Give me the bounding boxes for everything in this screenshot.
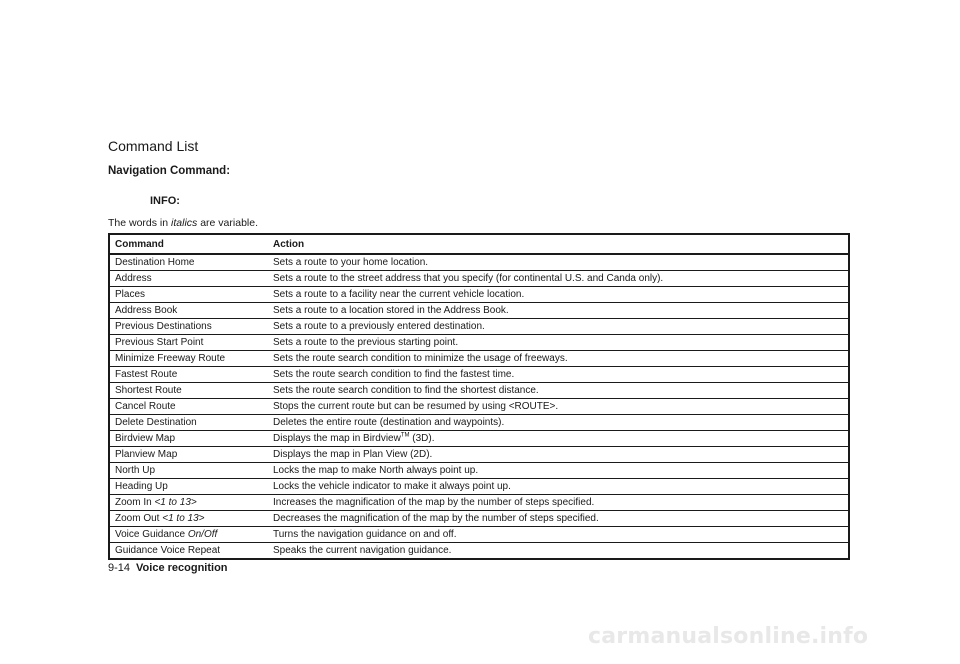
action-cell bbox=[268, 399, 849, 415]
info-text-after: are variable. bbox=[197, 217, 258, 229]
column-header-action: Action bbox=[268, 234, 849, 254]
table-row bbox=[109, 303, 849, 319]
footer-section-title: Voice recognition bbox=[136, 562, 228, 574]
table-row bbox=[109, 447, 849, 463]
info-label: INFO: bbox=[150, 195, 180, 207]
table-row bbox=[109, 351, 849, 367]
action-text: Sets a route to the street address that you specify (for continental U.S. and Canda only). bbox=[273, 273, 664, 284]
command-table bbox=[108, 233, 850, 560]
page-footer bbox=[108, 562, 228, 574]
command-text: Destination Home bbox=[115, 257, 195, 268]
command-cell bbox=[109, 415, 268, 431]
column-header-command: Command bbox=[109, 234, 268, 254]
table-row bbox=[109, 383, 849, 399]
table-row bbox=[109, 479, 849, 495]
table-row bbox=[109, 367, 849, 383]
info-text bbox=[108, 217, 258, 229]
action-cell bbox=[268, 335, 849, 351]
command-cell bbox=[109, 527, 268, 543]
table-row bbox=[109, 254, 849, 271]
command-text: Zoom In bbox=[115, 497, 152, 508]
action-text: Stops the current route but can be resumed by using <ROUTE>. bbox=[273, 401, 559, 412]
command-cell bbox=[109, 303, 268, 319]
action-text-after: (3D). bbox=[409, 433, 435, 444]
table-row bbox=[109, 543, 849, 560]
action-text: Sets a route to a previously entered destination. bbox=[273, 321, 485, 332]
command-cell bbox=[109, 431, 268, 447]
command-text: Fastest Route bbox=[115, 369, 178, 380]
command-text: Voice Guidance bbox=[115, 529, 186, 540]
action-cell bbox=[268, 479, 849, 495]
command-text: Previous Start Point bbox=[115, 337, 204, 348]
command-text: Address bbox=[115, 273, 152, 284]
action-cell bbox=[268, 271, 849, 287]
action-cell bbox=[268, 319, 849, 335]
action-cell bbox=[268, 495, 849, 511]
action-text: Decreases the magnification of the map by the number of steps specified. bbox=[273, 513, 599, 524]
table-row bbox=[109, 287, 849, 303]
table-row bbox=[109, 335, 849, 351]
action-text: Displays the map in Plan View (2D). bbox=[273, 449, 433, 460]
command-variable: On/Off bbox=[187, 529, 218, 540]
command-text: Delete Destination bbox=[115, 417, 197, 428]
command-cell bbox=[109, 479, 268, 495]
command-cell bbox=[109, 543, 268, 560]
table-row bbox=[109, 415, 849, 431]
action-cell bbox=[268, 415, 849, 431]
command-cell bbox=[109, 399, 268, 415]
table-row bbox=[109, 399, 849, 415]
action-cell bbox=[268, 463, 849, 479]
table-row bbox=[109, 511, 849, 527]
action-cell bbox=[268, 351, 849, 367]
info-text-before: The words in bbox=[108, 217, 172, 229]
page-number: 9-14 bbox=[108, 562, 131, 574]
command-table-body bbox=[109, 254, 849, 559]
command-text: North Up bbox=[115, 465, 156, 476]
table-row bbox=[109, 527, 849, 543]
command-text: Birdview Map bbox=[115, 433, 176, 444]
command-text: Shortest Route bbox=[115, 385, 182, 396]
command-text: Cancel Route bbox=[115, 401, 176, 412]
action-cell bbox=[268, 511, 849, 527]
action-cell bbox=[268, 447, 849, 463]
info-text-italic: italics bbox=[171, 217, 198, 229]
command-cell bbox=[109, 367, 268, 383]
command-cell bbox=[109, 447, 268, 463]
command-text: Minimize Freeway Route bbox=[115, 353, 226, 364]
table-row bbox=[109, 271, 849, 287]
subheading: Navigation Command: bbox=[108, 165, 231, 177]
action-text: Locks the map to make North always point up. bbox=[273, 465, 479, 476]
action-text: Sets a route to a facility near the current vehicle location. bbox=[273, 289, 525, 300]
action-text: Turns the navigation guidance on and off. bbox=[273, 529, 457, 540]
action-text: Sets a route to a location stored in the Address Book. bbox=[273, 305, 509, 316]
table-row bbox=[109, 431, 849, 447]
action-text: Sets the route search condition to find the shortest distance. bbox=[273, 385, 539, 396]
table-row bbox=[109, 319, 849, 335]
command-text: Planview Map bbox=[115, 449, 178, 460]
action-text: Speaks the current navigation guidance. bbox=[273, 545, 452, 556]
action-text: Sets a route to the previous starting point. bbox=[273, 337, 459, 348]
command-cell bbox=[109, 383, 268, 399]
action-text: Increases the magnification of the map by the number of steps specified. bbox=[273, 497, 595, 508]
section-title: Command List bbox=[108, 138, 199, 154]
action-text: Deletes the entire route (destination and waypoints). bbox=[273, 417, 505, 428]
command-cell bbox=[109, 287, 268, 303]
action-cell bbox=[268, 367, 849, 383]
command-text: Address Book bbox=[115, 305, 178, 316]
action-cell bbox=[268, 431, 849, 447]
table-row bbox=[109, 495, 849, 511]
watermark: carmanualsonline.info bbox=[588, 624, 869, 649]
command-text: Previous Destinations bbox=[115, 321, 212, 332]
action-cell bbox=[268, 527, 849, 543]
command-text: Zoom Out bbox=[115, 513, 160, 524]
command-cell bbox=[109, 511, 268, 527]
action-cell bbox=[268, 543, 849, 560]
action-text: Locks the vehicle indicator to make it always point up. bbox=[273, 481, 511, 492]
command-text: Places bbox=[115, 289, 146, 300]
command-cell bbox=[109, 254, 268, 271]
action-text: Sets the route search condition to find the fastest time. bbox=[273, 369, 515, 380]
action-text-before: Displays the map in Birdview bbox=[273, 433, 401, 444]
table-row bbox=[109, 463, 849, 479]
command-cell bbox=[109, 271, 268, 287]
command-variable: <1 to 13> bbox=[162, 513, 205, 524]
command-cell bbox=[109, 495, 268, 511]
table-header-row bbox=[109, 234, 849, 254]
command-cell bbox=[109, 463, 268, 479]
command-cell bbox=[109, 351, 268, 367]
action-text: Sets a route to your home location. bbox=[273, 257, 429, 268]
command-text: Guidance Voice Repeat bbox=[115, 545, 221, 556]
command-cell bbox=[109, 335, 268, 351]
command-text: Heading Up bbox=[115, 481, 168, 492]
command-variable: <1 to 13> bbox=[154, 497, 197, 508]
action-cell bbox=[268, 303, 849, 319]
command-cell bbox=[109, 319, 268, 335]
action-text: Sets the route search condition to minimize the usage of freeways. bbox=[273, 353, 568, 364]
trademark-superscript: TM bbox=[400, 432, 410, 439]
action-cell bbox=[268, 254, 849, 271]
action-cell bbox=[268, 287, 849, 303]
action-cell bbox=[268, 383, 849, 399]
